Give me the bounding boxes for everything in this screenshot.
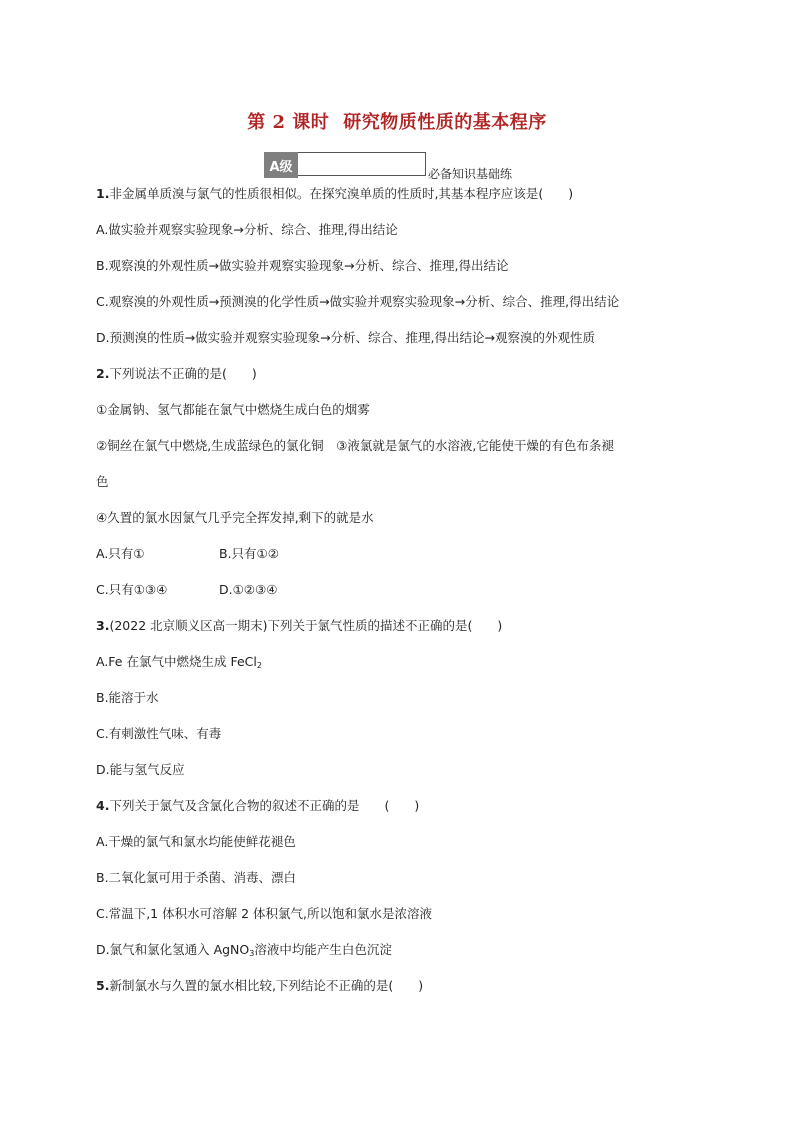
question-2-statement-2-3: ②铜丝在氯气中燃烧,生成蓝绿色的氯化铜 ③液氯就是氯气的水溶液,它能使干燥的有色布条褪 bbox=[96, 438, 614, 453]
question-2-option-d: D.①②③④ bbox=[219, 582, 278, 597]
question-2-option-a: A.只有① bbox=[96, 546, 145, 561]
question-4-option-d: D.氯气和氯化氢通入 AgNO$_3$溶液中均能产生白色沉淀 bbox=[96, 942, 392, 958]
question-2-statement-3-cont: 色 bbox=[96, 474, 109, 489]
question-4-option-c: C.常温下,1 体积水可溶解 2 体积氯气,所以饱和氯水是浓溶液 bbox=[96, 906, 432, 921]
question-1-stem: 1.非金属单质溴与氯气的性质很相似。在探究溴单质的性质时,其基本程序应该是( ) bbox=[96, 186, 574, 201]
question-2-options-ab bbox=[96, 536, 706, 572]
level-badge: A级 bbox=[264, 152, 298, 178]
question-4-stem: 4.下列关于氯气及含氯化合物的叙述不正确的是 ( ) bbox=[96, 798, 420, 813]
question-1-option-a: A.做实验并观察实验现象→分析、综合、推理,得出结论 bbox=[96, 222, 398, 237]
question-5-stem: 5.新制氯水与久置的氯水相比较,下列结论不正确的是( ) bbox=[96, 978, 424, 993]
lesson-topic: 研究物质性质的基本程序 bbox=[343, 112, 547, 133]
level-caption: 必备知识基础练 bbox=[428, 167, 513, 181]
question-1-option-c: C.观察溴的外观性质→预测溴的化学性质→做实验并观察实验现象→分析、综合、推理,得出结论 bbox=[96, 294, 620, 309]
question-2-option-c: C.只有①③④ bbox=[96, 582, 168, 597]
question-1-option-d: D.预测溴的性质→做实验并观察实验现象→分析、综合、推理,得出结论→观察溴的外观性质 bbox=[96, 330, 595, 345]
question-2-options-cd bbox=[96, 572, 706, 608]
lesson-number: 第 2 课时 bbox=[247, 112, 330, 133]
question-1-option-b: B.观察溴的外观性质→做实验并观察实验现象→分析、综合、推理,得出结论 bbox=[96, 258, 509, 273]
question-3-option-b: B.能溶于水 bbox=[96, 690, 159, 705]
question-4-option-b: B.二氧化氯可用于杀菌、消毒、漂白 bbox=[96, 870, 297, 885]
question-2-option-b: B.只有①② bbox=[219, 546, 279, 561]
question-list bbox=[96, 176, 706, 1004]
level-box bbox=[298, 152, 426, 176]
question-2-statement-1: ①金属钠、氢气都能在氯气中燃烧生成白色的烟雾 bbox=[96, 402, 370, 417]
page-title bbox=[0, 108, 794, 134]
question-2-statement-4: ④久置的氯水因氯气几乎完全挥发掉,剩下的就是水 bbox=[96, 510, 374, 525]
question-4-option-a: A.干燥的氯气和氯水均能使鲜花褪色 bbox=[96, 834, 296, 849]
level-header bbox=[264, 152, 513, 181]
question-2-stem: 2.下列说法不正确的是( ) bbox=[96, 366, 257, 381]
question-3-option-a: A.Fe 在氯气中燃烧生成 FeCl$_2$ bbox=[96, 654, 262, 670]
question-3-stem: 3.(2022 北京顺义区高一期末)下列关于氯气性质的描述不正确的是( ) bbox=[96, 618, 503, 633]
question-3-option-c: C.有刺激性气味、有毒 bbox=[96, 726, 222, 741]
question-3-option-d: D.能与氢气反应 bbox=[96, 762, 185, 777]
